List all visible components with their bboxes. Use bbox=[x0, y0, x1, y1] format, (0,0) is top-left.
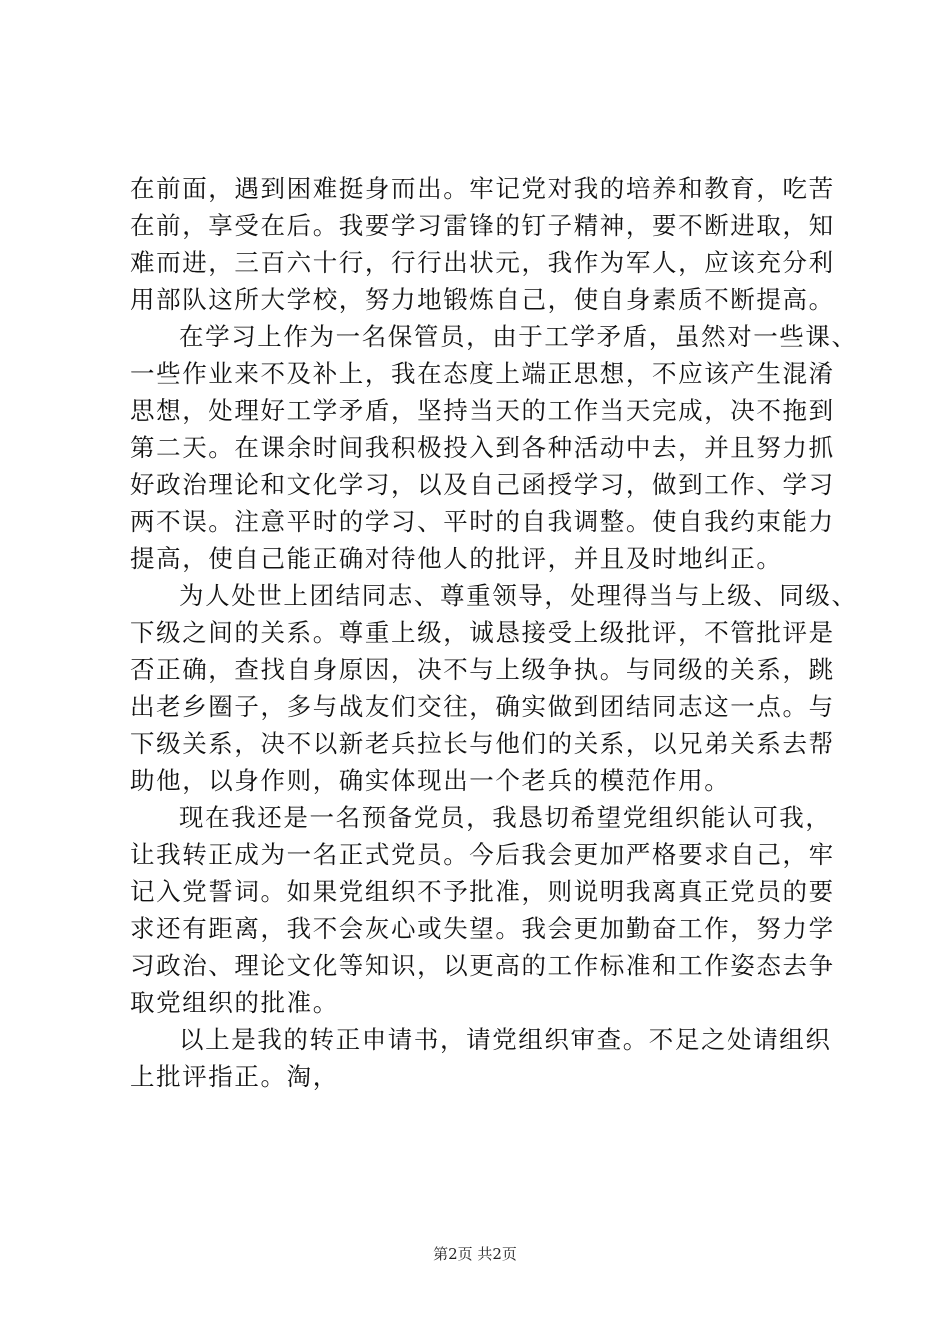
text-line: 出老乡圈子，多与战友们交往，确实做到团结同志这一点。与 bbox=[130, 692, 835, 721]
text-line: 现在我还是一名预备党员，我恳切希望党组织能认可我， bbox=[179, 803, 832, 832]
text-line: 在学习上作为一名保管员，由于工学矛盾，虽然对一些课、 bbox=[179, 322, 858, 351]
text-line: 让我转正成为一名正式党员。今后我会更加严格要求自己，牢 bbox=[130, 840, 835, 869]
text-line: 在前，享受在后。我要学习雷锋的钉子精神，要不断进取，知 bbox=[130, 211, 835, 240]
text-line: 上批评指正。淘， bbox=[130, 1062, 339, 1091]
text-line: 记入党誓词。如果党组织不予批准，则说明我离真正党员的要 bbox=[130, 877, 835, 906]
page-footer: 第2页 共2页 bbox=[433, 1245, 517, 1263]
text-line: 下级之间的关系。尊重上级，诚恳接受上级批评，不管批评是 bbox=[130, 618, 835, 647]
text-line: 一些作业来不及补上，我在态度上端正思想，不应该产生混淆 bbox=[130, 359, 835, 388]
text-line: 以上是我的转正申请书，请党组织审查。不足之处请组织 bbox=[179, 1025, 832, 1054]
text-line: 难而进，三百六十行，行行出状元，我作为军人，应该充分利 bbox=[130, 248, 835, 277]
text-line: 第二天。在课余时间我积极投入到各种活动中去，并且努力抓 bbox=[130, 433, 835, 462]
text-line: 否正确，查找自身原因，决不与上级争执。与同级的关系，跳 bbox=[130, 655, 835, 684]
text-line: 助他，以身作则，确实体现出一个老兵的模范作用。 bbox=[130, 766, 731, 795]
text-line: 习政治、理论文化等知识，以更高的工作标准和工作姿态去争 bbox=[130, 951, 835, 980]
text-line: 为人处世上团结同志、尊重领导，处理得当与上级、同级、 bbox=[179, 581, 858, 610]
text-line: 用部队这所大学校，努力地锻炼自己，使自身素质不断提高。 bbox=[130, 285, 835, 314]
text-line: 在前面，遇到困难挺身而出。牢记党对我的培养和教育，吃苦 bbox=[130, 174, 835, 203]
text-line: 思想，处理好工学矛盾，坚持当天的工作当天完成，决不拖到 bbox=[130, 396, 835, 425]
text-line: 下级关系，决不以新老兵拉长与他们的关系，以兄弟关系去帮 bbox=[130, 729, 835, 758]
text-line: 好政治理论和文化学习，以及自己函授学习，做到工作、学习 bbox=[130, 470, 835, 499]
text-line: 提高，使自己能正确对待他人的批评，并且及时地纠正。 bbox=[130, 544, 783, 573]
text-line: 取党组织的批准。 bbox=[130, 988, 339, 1017]
text-line: 两不误。注意平时的学习、平时的自我调整。使自我约束能力 bbox=[130, 507, 835, 536]
text-line: 求还有距离，我不会灰心或失望。我会更加勤奋工作，努力学 bbox=[130, 914, 835, 943]
document-body bbox=[130, 170, 858, 1095]
